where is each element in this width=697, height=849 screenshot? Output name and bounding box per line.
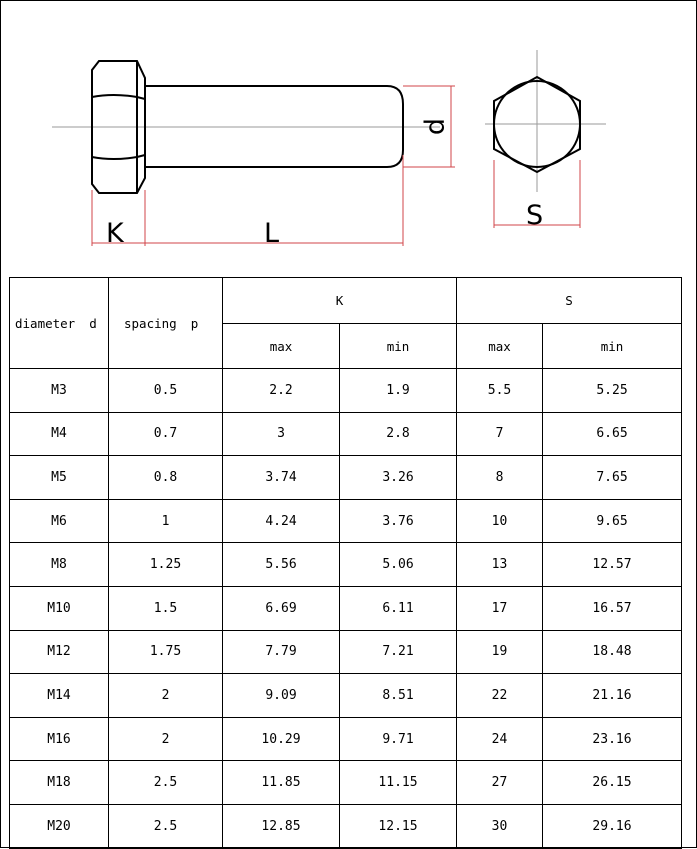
cell-diameter: M18 bbox=[10, 761, 109, 805]
table-row bbox=[10, 804, 682, 848]
cell-diameter: M12 bbox=[10, 630, 109, 674]
cell-k-max: 11.85 bbox=[223, 761, 340, 805]
table-row bbox=[10, 761, 682, 805]
cell-diameter: M10 bbox=[10, 586, 109, 630]
cell-s-min: 23.16 bbox=[543, 717, 682, 761]
cell-k-max: 6.69 bbox=[223, 586, 340, 630]
cell-k-max: 4.24 bbox=[223, 499, 340, 543]
cell-k-max: 3 bbox=[223, 412, 340, 456]
cell-s-min: 16.57 bbox=[543, 586, 682, 630]
cell-k-min: 9.71 bbox=[340, 717, 457, 761]
cell-s-min: 7.65 bbox=[543, 456, 682, 500]
cell-s-min: 6.65 bbox=[543, 412, 682, 456]
cell-k-max: 5.56 bbox=[223, 543, 340, 587]
cell-s-max: 30 bbox=[457, 804, 543, 848]
dimension-label-l: L bbox=[264, 218, 280, 249]
cell-spacing: 2.5 bbox=[109, 804, 223, 848]
cell-diameter: M3 bbox=[10, 369, 109, 413]
dimension-label-s: S bbox=[526, 200, 544, 231]
cell-diameter: M4 bbox=[10, 412, 109, 456]
cell-diameter: M8 bbox=[10, 543, 109, 587]
cell-s-max: 17 bbox=[457, 586, 543, 630]
cell-spacing: 0.7 bbox=[109, 412, 223, 456]
cell-k-max: 2.2 bbox=[223, 369, 340, 413]
header-spacing: spacing p bbox=[109, 278, 223, 369]
cell-spacing: 0.5 bbox=[109, 369, 223, 413]
cell-spacing: 1.25 bbox=[109, 543, 223, 587]
header-diameter: diameter d bbox=[10, 278, 109, 369]
cell-spacing: 1.5 bbox=[109, 586, 223, 630]
cell-diameter: M20 bbox=[10, 804, 109, 848]
cell-spacing: 1.75 bbox=[109, 630, 223, 674]
bolt-diagram-svg bbox=[0, 0, 697, 265]
table-row bbox=[10, 543, 682, 587]
cell-s-min: 26.15 bbox=[543, 761, 682, 805]
cell-k-min: 3.76 bbox=[340, 499, 457, 543]
cell-s-max: 7 bbox=[457, 412, 543, 456]
cell-k-min: 5.06 bbox=[340, 543, 457, 587]
cell-k-min: 8.51 bbox=[340, 674, 457, 718]
table-row bbox=[10, 630, 682, 674]
cell-k-max: 9.09 bbox=[223, 674, 340, 718]
cell-s-max: 10 bbox=[457, 499, 543, 543]
header-s-group: S bbox=[457, 278, 682, 324]
spec-table-body bbox=[10, 369, 682, 849]
table-row bbox=[10, 412, 682, 456]
header-k-min: min bbox=[340, 324, 457, 369]
cell-k-min: 3.26 bbox=[340, 456, 457, 500]
cell-s-max: 24 bbox=[457, 717, 543, 761]
cell-k-max: 7.79 bbox=[223, 630, 340, 674]
bolt-spec-table bbox=[9, 277, 682, 849]
cell-k-min: 7.21 bbox=[340, 630, 457, 674]
table-row bbox=[10, 717, 682, 761]
cell-s-min: 9.65 bbox=[543, 499, 682, 543]
cell-s-max: 27 bbox=[457, 761, 543, 805]
cell-k-max: 10.29 bbox=[223, 717, 340, 761]
cell-spacing: 0.8 bbox=[109, 456, 223, 500]
cell-s-min: 12.57 bbox=[543, 543, 682, 587]
cell-spacing: 1 bbox=[109, 499, 223, 543]
header-s-min: min bbox=[543, 324, 682, 369]
cell-spacing: 2 bbox=[109, 717, 223, 761]
cell-diameter: M5 bbox=[10, 456, 109, 500]
header-k-max: max bbox=[223, 324, 340, 369]
cell-spacing: 2.5 bbox=[109, 761, 223, 805]
table-row bbox=[10, 499, 682, 543]
cell-s-min: 5.25 bbox=[543, 369, 682, 413]
cell-s-max: 22 bbox=[457, 674, 543, 718]
cell-s-max: 19 bbox=[457, 630, 543, 674]
cell-diameter: M14 bbox=[10, 674, 109, 718]
table-row bbox=[10, 369, 682, 413]
table-row bbox=[10, 586, 682, 630]
cell-s-max: 13 bbox=[457, 543, 543, 587]
table-row bbox=[10, 456, 682, 500]
cell-s-max: 5.5 bbox=[457, 369, 543, 413]
cell-diameter: M6 bbox=[10, 499, 109, 543]
dimension-label-d: d bbox=[420, 117, 452, 136]
cell-k-min: 6.11 bbox=[340, 586, 457, 630]
table-row bbox=[10, 674, 682, 718]
cell-k-min: 12.15 bbox=[340, 804, 457, 848]
header-row-1 bbox=[10, 278, 682, 324]
cell-k-max: 12.85 bbox=[223, 804, 340, 848]
cell-s-min: 29.16 bbox=[543, 804, 682, 848]
bolt-drawing bbox=[0, 0, 697, 265]
header-k-group: K bbox=[223, 278, 457, 324]
cell-k-min: 1.9 bbox=[340, 369, 457, 413]
cell-diameter: M16 bbox=[10, 717, 109, 761]
cell-k-max: 3.74 bbox=[223, 456, 340, 500]
cell-spacing: 2 bbox=[109, 674, 223, 718]
cell-k-min: 11.15 bbox=[340, 761, 457, 805]
cell-s-min: 21.16 bbox=[543, 674, 682, 718]
cell-s-min: 18.48 bbox=[543, 630, 682, 674]
cell-s-max: 8 bbox=[457, 456, 543, 500]
cell-k-min: 2.8 bbox=[340, 412, 457, 456]
dimension-label-k: K bbox=[106, 218, 124, 249]
header-s-max: max bbox=[457, 324, 543, 369]
